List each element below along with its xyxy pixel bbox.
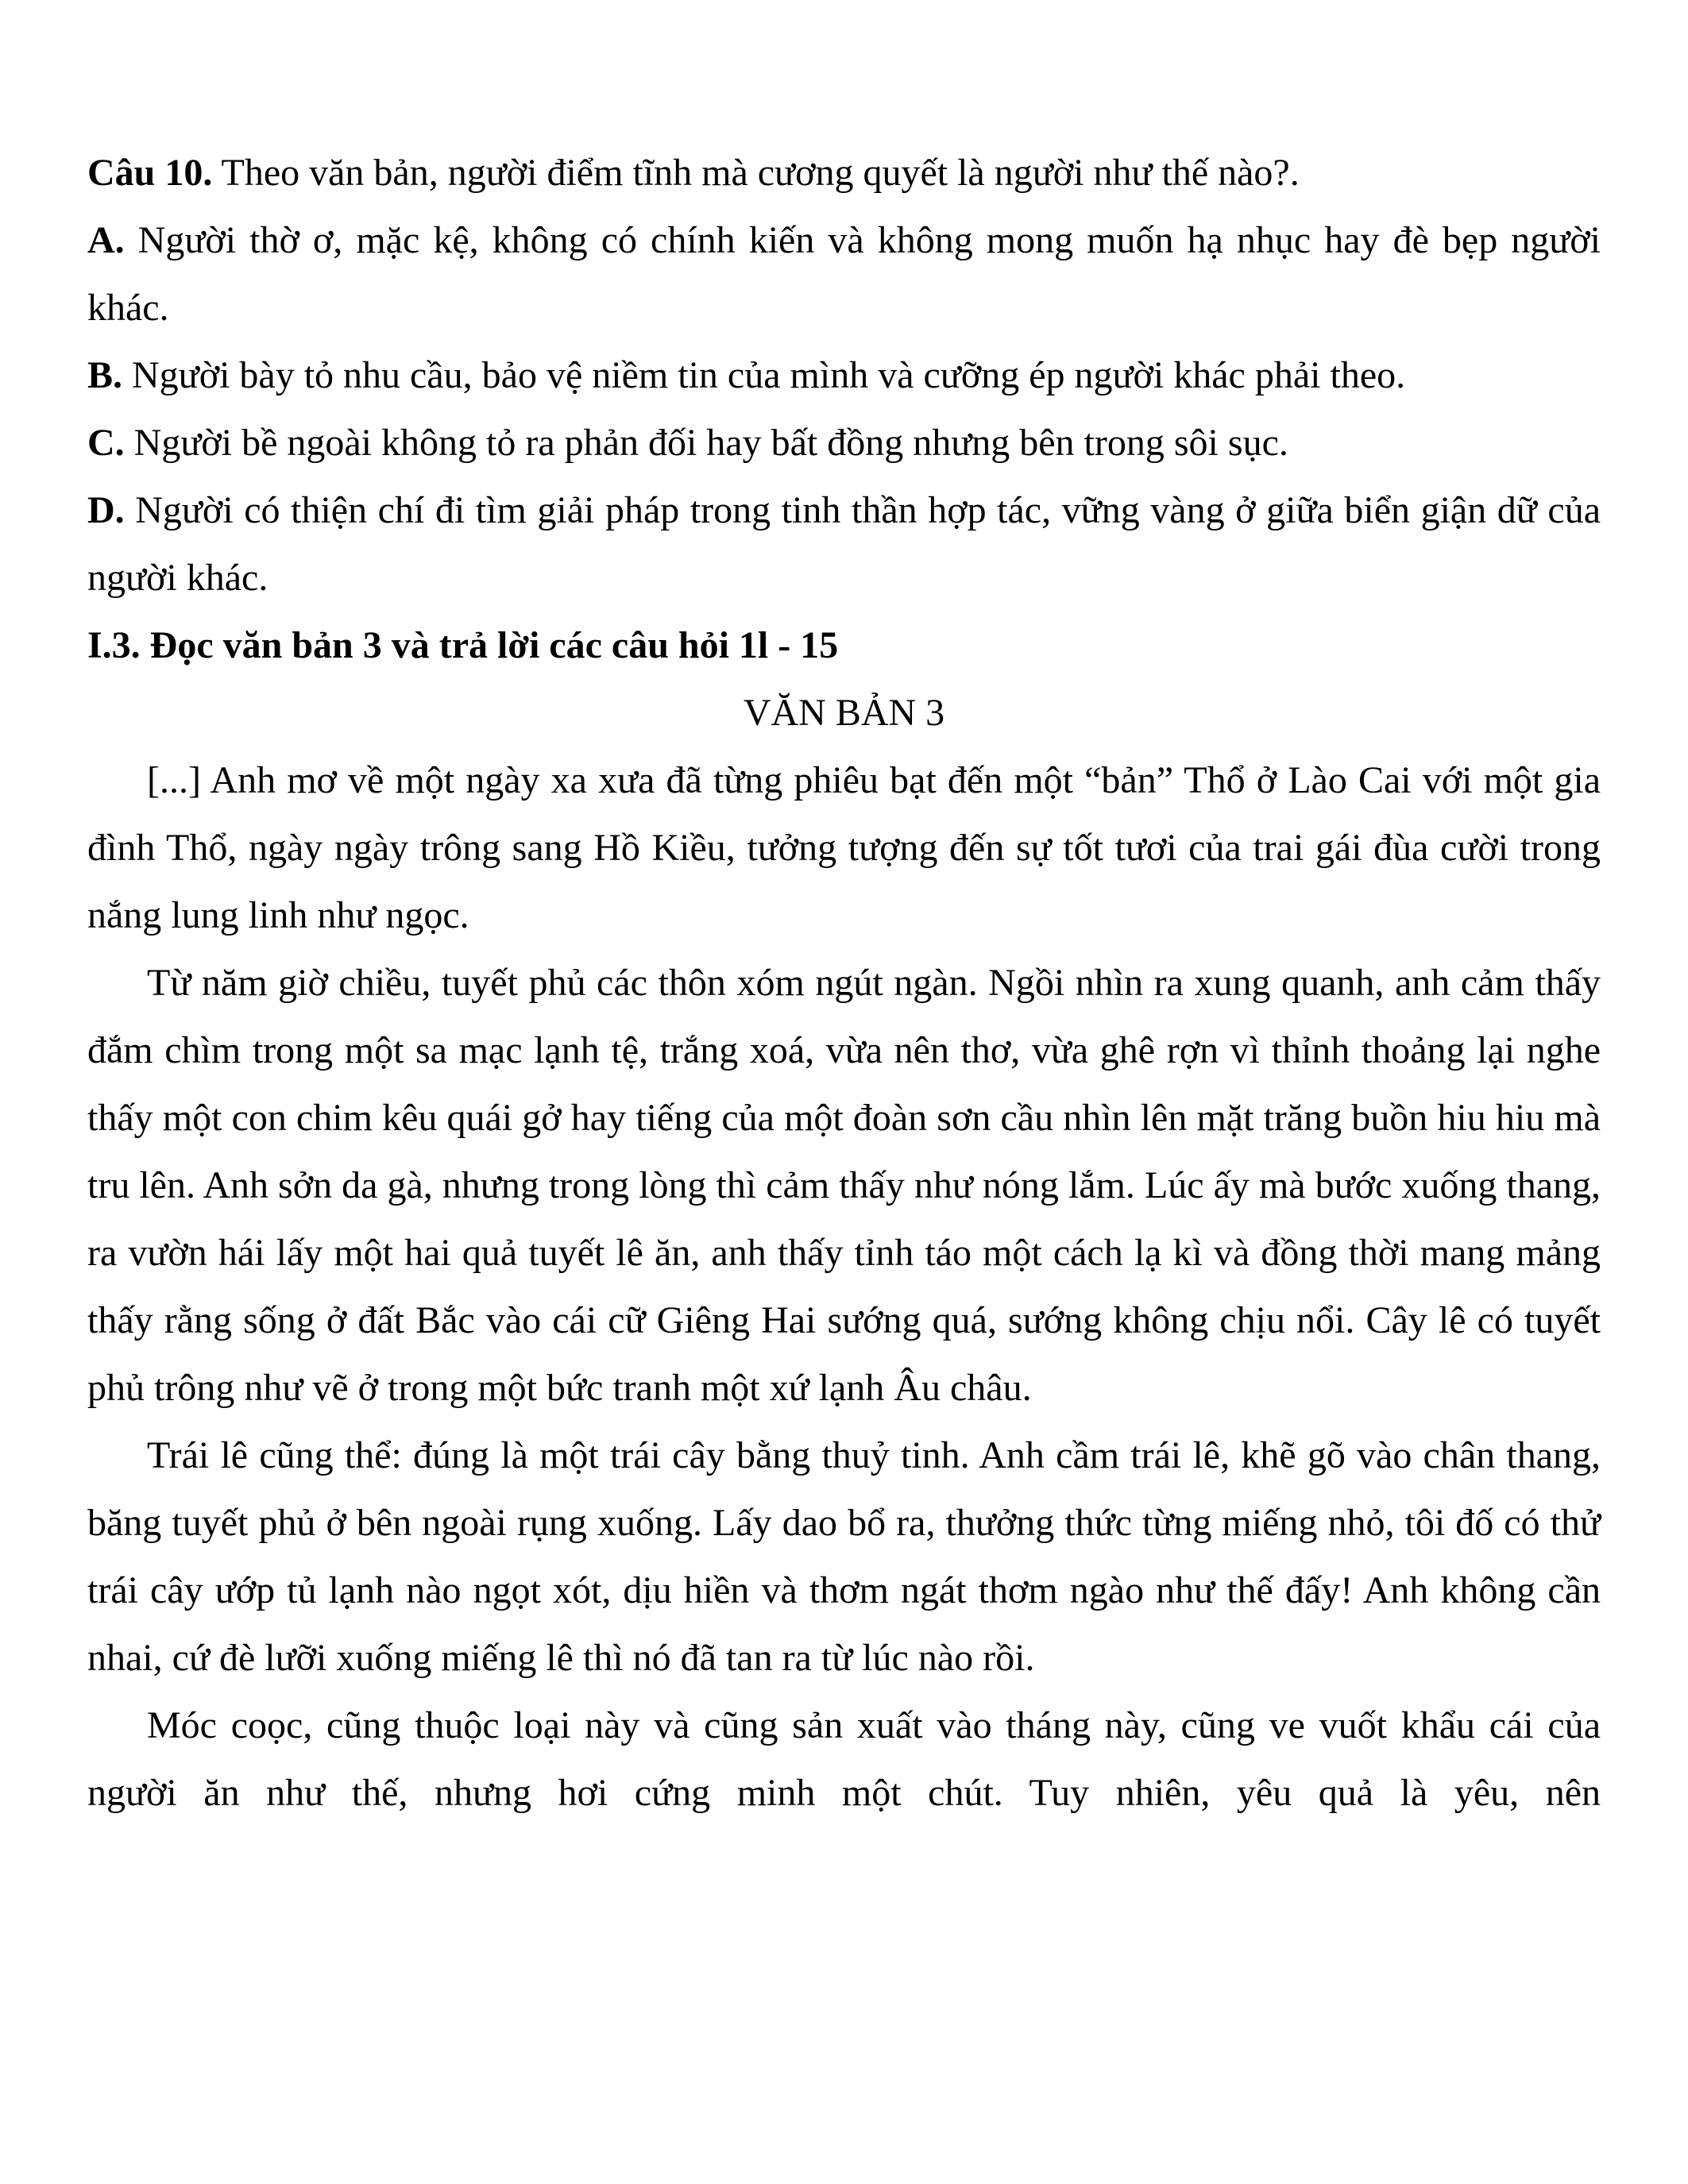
option-a [87, 206, 1601, 341]
option-b-label: B. [87, 354, 123, 396]
option-b-text: Người bày tỏ nhu cầu, bảo vệ niềm tin của mình và cưỡng ép người khác phải theo. [122, 354, 1406, 396]
paragraph-2: Từ năm giờ chiều, tuyết phủ các thôn xóm ngút ngàn. Ngồi nhìn ra xung quanh, anh cảm thấy đắm chìm trong một sa mạc lạnh tệ, trắng xoá, vừa nên thơ, vừa ghê rợn vì thỉnh thoảng lại nghe thấy một con chim kêu quái gở hay tiếng của một đoàn sơn cầu nhìn lên mặt trăng buồn hiu hiu mà tru lên. Anh sởn da gà, nhưng trong lòng thì cảm thấy như nóng lắm. Lúc ấy mà bước xuống thang, ra vườn hái lấy một hai quả tuyết lê ăn, anh thấy tỉnh táo một cách lạ kì và đồng thời mang mảng thấy rằng sống ở đất Bắc vào cái cữ Giêng Hai sướng quá, sướng không chịu nổi. Cây lê có tuyết phủ trông như vẽ ở trong một bức tranh một xứ lạnh Âu châu. [87, 962, 1601, 1409]
section-heading: I.3. Đọc văn bản 3 và trả lời các câu hỏi 1l - 15 [87, 624, 839, 666]
option-a-label: A. [87, 219, 125, 261]
paragraph-1: [...] Anh mơ về một ngày xa xưa đã từng phiêu bạt đến một “bản” Thổ ở Lào Cai với một gia đình Thổ, ngày ngày trông sang Hồ Kiều, tưởng tượng đến sự tốt tươi của trai gái đùa cười trong nắng lung linh như ngọc. [87, 759, 1601, 936]
option-d-text: Người có thiện chí đi tìm giải pháp trong tinh thần hợp tác, vững vàng ở giữa biển giận dữ của người khác. [87, 489, 1601, 599]
option-d [87, 477, 1601, 612]
doc-title: VĂN BẢN 3 [743, 692, 945, 734]
option-c-label: C. [87, 422, 125, 464]
paragraph-4: Móc coọc, cũng thuộc loại này và cũng sản xuất vào tháng này, cũng ve vuốt khẩu cái của người ăn như thế, nhưng hơi cứng minh một chút. Tuy nhiên, yêu quả là yêu, nên [87, 1704, 1601, 1814]
question-label: Câu 10. [87, 152, 213, 194]
option-b [87, 341, 1601, 409]
paragraph-3: Trái lê cũng thể: đúng là một trái cây bằng thuỷ tinh. Anh cầm trái lê, khẽ gõ vào chân thang, băng tuyết phủ ở bên ngoài rụng xuống. Lấy dao bổ ra, thưởng thức từng miếng nhỏ, tôi đố có thử trái cây ướp tủ lạnh nào ngọt xót, dịu hiền và thơm ngát thơm ngào như thế đấy! Anh không cần nhai, cứ đè lưỡi xuống miếng lê thì nó đã tan ra từ lúc nào rồi. [87, 1434, 1601, 1679]
question-10 [87, 139, 1601, 206]
question-text: Theo văn bản, người điểm tĩnh mà cương quyết là người như thế nào?. [212, 152, 1300, 194]
option-d-label: D. [87, 489, 125, 531]
option-a-text: Người thờ ơ, mặc kệ, không có chính kiến và không mong muốn hạ nhục hay đè bẹp người khác. [87, 219, 1601, 329]
option-c-text: Người bề ngoài không tỏ ra phản đối hay bất đồng nhưng bên trong sôi sục. [124, 422, 1288, 464]
option-c [87, 409, 1601, 477]
